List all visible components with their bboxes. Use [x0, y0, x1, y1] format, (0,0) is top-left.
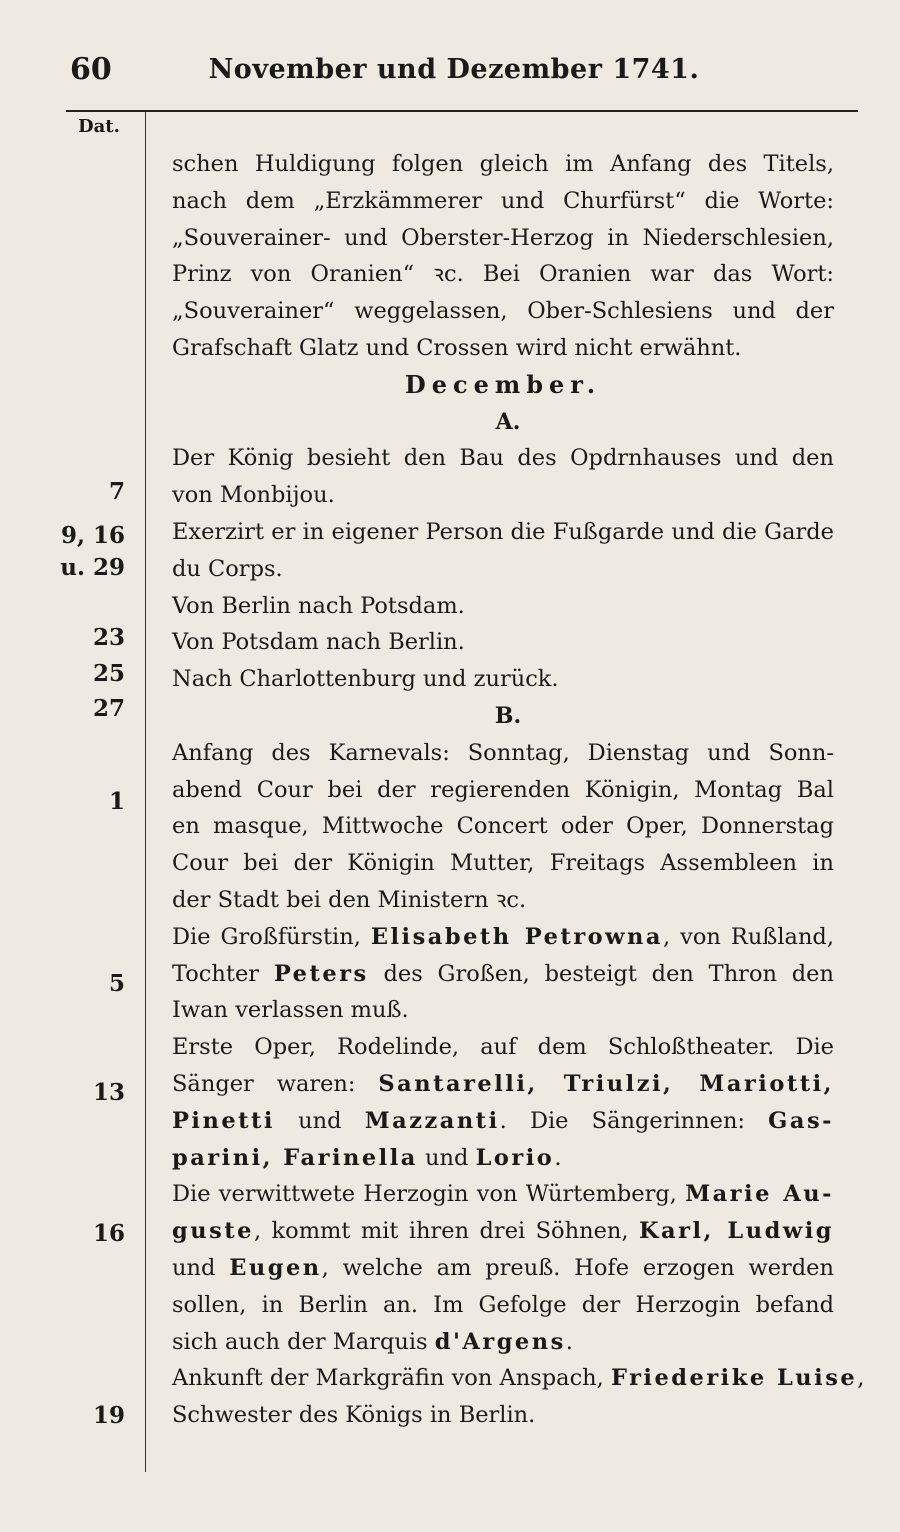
entry-13-line — [172, 1066, 834, 1103]
intro-line: nach dem „Erzkämmerer und Churfürst“ die Worte: — [172, 187, 834, 214]
person-name: d'Argens — [434, 1328, 566, 1355]
date-23: 23 — [92, 624, 125, 651]
entry-29-line: du Corps. — [172, 555, 283, 582]
column-divider — [145, 112, 146, 1472]
person-name: Mazzanti — [364, 1107, 500, 1134]
date-27: 27 — [92, 695, 125, 722]
section-b-heading: B. — [494, 702, 522, 729]
person-name: Eugen — [229, 1254, 322, 1281]
intro-line: Grafschaft Glatz und Crossen wird nicht erwähnt. — [172, 334, 742, 361]
date-7: 7 — [108, 478, 125, 505]
text-run: . — [565, 1328, 573, 1355]
person-name: Gas- — [768, 1107, 834, 1134]
entry-1-line: der Stadt bei den Ministern ꝛc. — [172, 886, 527, 913]
running-head: November und Dezember 1741. — [208, 54, 700, 85]
date-16: 16 — [92, 1220, 125, 1247]
text-run: . — [554, 1144, 562, 1171]
entry-1-line: en masque, Mittwoche Concert oder Oper, Donnerstag — [172, 813, 834, 840]
entry-13-line — [172, 1140, 834, 1177]
entry-19-line — [172, 1360, 865, 1397]
person-name: Peters — [273, 960, 369, 987]
person-name: Pinetti — [172, 1107, 275, 1134]
date-9-16: 9, 16 — [60, 522, 125, 549]
entry-5-line — [172, 919, 834, 956]
text-run: . Die Sängerinnen: — [499, 1107, 769, 1134]
text-run: , kommt mit ihren drei Söhnen, — [253, 1218, 639, 1245]
date-13: 13 — [92, 1079, 125, 1106]
entry-27: Nach Charlottenburg und zurück. — [172, 666, 559, 693]
header-rule — [66, 110, 858, 112]
entry-25: Von Potsdam nach Berlin. — [172, 629, 465, 656]
text-run: Tochter — [172, 960, 274, 987]
entry-16-line — [172, 1176, 834, 1213]
entry-16-line — [172, 1250, 834, 1287]
entry-16-line — [172, 1213, 834, 1250]
section-a-heading: A. — [495, 408, 521, 435]
entry-5-line: Iwan verlassen muß. — [172, 997, 409, 1024]
person-name: Karl, Ludwig — [638, 1218, 834, 1245]
body-text — [172, 146, 865, 1434]
person-name: Lorio — [475, 1144, 555, 1171]
date-u29: u. 29 — [60, 554, 125, 581]
person-name: Friederike Luise — [610, 1365, 858, 1392]
entry-13-line — [172, 1103, 834, 1140]
entry-1-line: abend Cour bei der regierenden Königin, Montag Bal — [172, 776, 834, 803]
text-run: , von Rußland, — [663, 923, 834, 950]
entry-13-line: Erste Oper, Rodelinde, auf dem Schloßtheater. Die — [172, 1034, 834, 1061]
entry-7-line: Der König besieht den Bau des Opdrnhauses und den — [172, 445, 834, 472]
text-run: , welche am preuß. Hofe erzogen werden — [321, 1254, 834, 1281]
entry-1-line: Anfang des Karnevals: Sonntag, Dienstag und Sonn- — [172, 739, 834, 766]
date-1: 1 — [108, 788, 125, 815]
person-name: parini, Farinella — [172, 1144, 418, 1171]
entry-19-line: Schwester des Königs in Berlin. — [172, 1402, 536, 1429]
date-5: 5 — [108, 970, 125, 997]
intro-line: „Souverainer- und Oberster-Herzog in Niederschlesien, — [172, 224, 834, 251]
text-run: Ankunft der Markgräfin von Anspach, — [172, 1365, 611, 1392]
intro-line: Prinz von Oranien“ ꝛc. Bei Oranien war das Wort: — [172, 261, 834, 288]
text-run: und — [417, 1144, 476, 1171]
intro-line: „Souverainer“ weggelassen, Ober-Schlesiens und der — [172, 298, 834, 325]
text-run: , — [857, 1365, 865, 1392]
text-run: Die verwittwete Herzogin von Würtemberg, — [172, 1181, 686, 1208]
intro-line: schen Huldigung folgen gleich im Anfang des Titels, — [172, 151, 834, 177]
text-run: Sänger waren: — [172, 1070, 379, 1097]
date-column-label: Dat. — [78, 116, 120, 137]
month-heading: December. — [404, 369, 602, 399]
page-header — [70, 52, 838, 96]
entry-29-line: Exerzirt er in eigener Person die Fußgarde und die Garde — [172, 518, 834, 545]
entry-1-line: Cour bei der Königin Mutter, Freitags Assembleen in — [172, 850, 834, 877]
text-run: und — [274, 1107, 365, 1134]
page-number: 60 — [70, 52, 112, 87]
person-name: guste — [172, 1218, 254, 1245]
date-19: 19 — [92, 1402, 125, 1429]
entry-5-line — [172, 956, 834, 993]
entry-16-line — [172, 1324, 834, 1361]
entry-7-line: von Monbijou. — [172, 482, 335, 509]
date-25: 25 — [92, 660, 125, 687]
entry-16-line: sollen, in Berlin an. Im Gefolge der Herzogin befand — [172, 1291, 834, 1318]
text-run: des Großen, besteigt den Thron den — [368, 960, 834, 987]
text-run: Die Großfürstin, — [172, 923, 371, 950]
person-name: Elisabeth Petrowna — [370, 923, 663, 950]
person-name: Marie Au- — [685, 1181, 834, 1208]
entry-23: Von Berlin nach Potsdam. — [172, 592, 465, 619]
text-run: und — [172, 1254, 230, 1281]
text-run: sich auch der Marquis — [172, 1328, 435, 1355]
person-name: Santarelli, Triulzi, Mariotti, — [378, 1070, 834, 1097]
